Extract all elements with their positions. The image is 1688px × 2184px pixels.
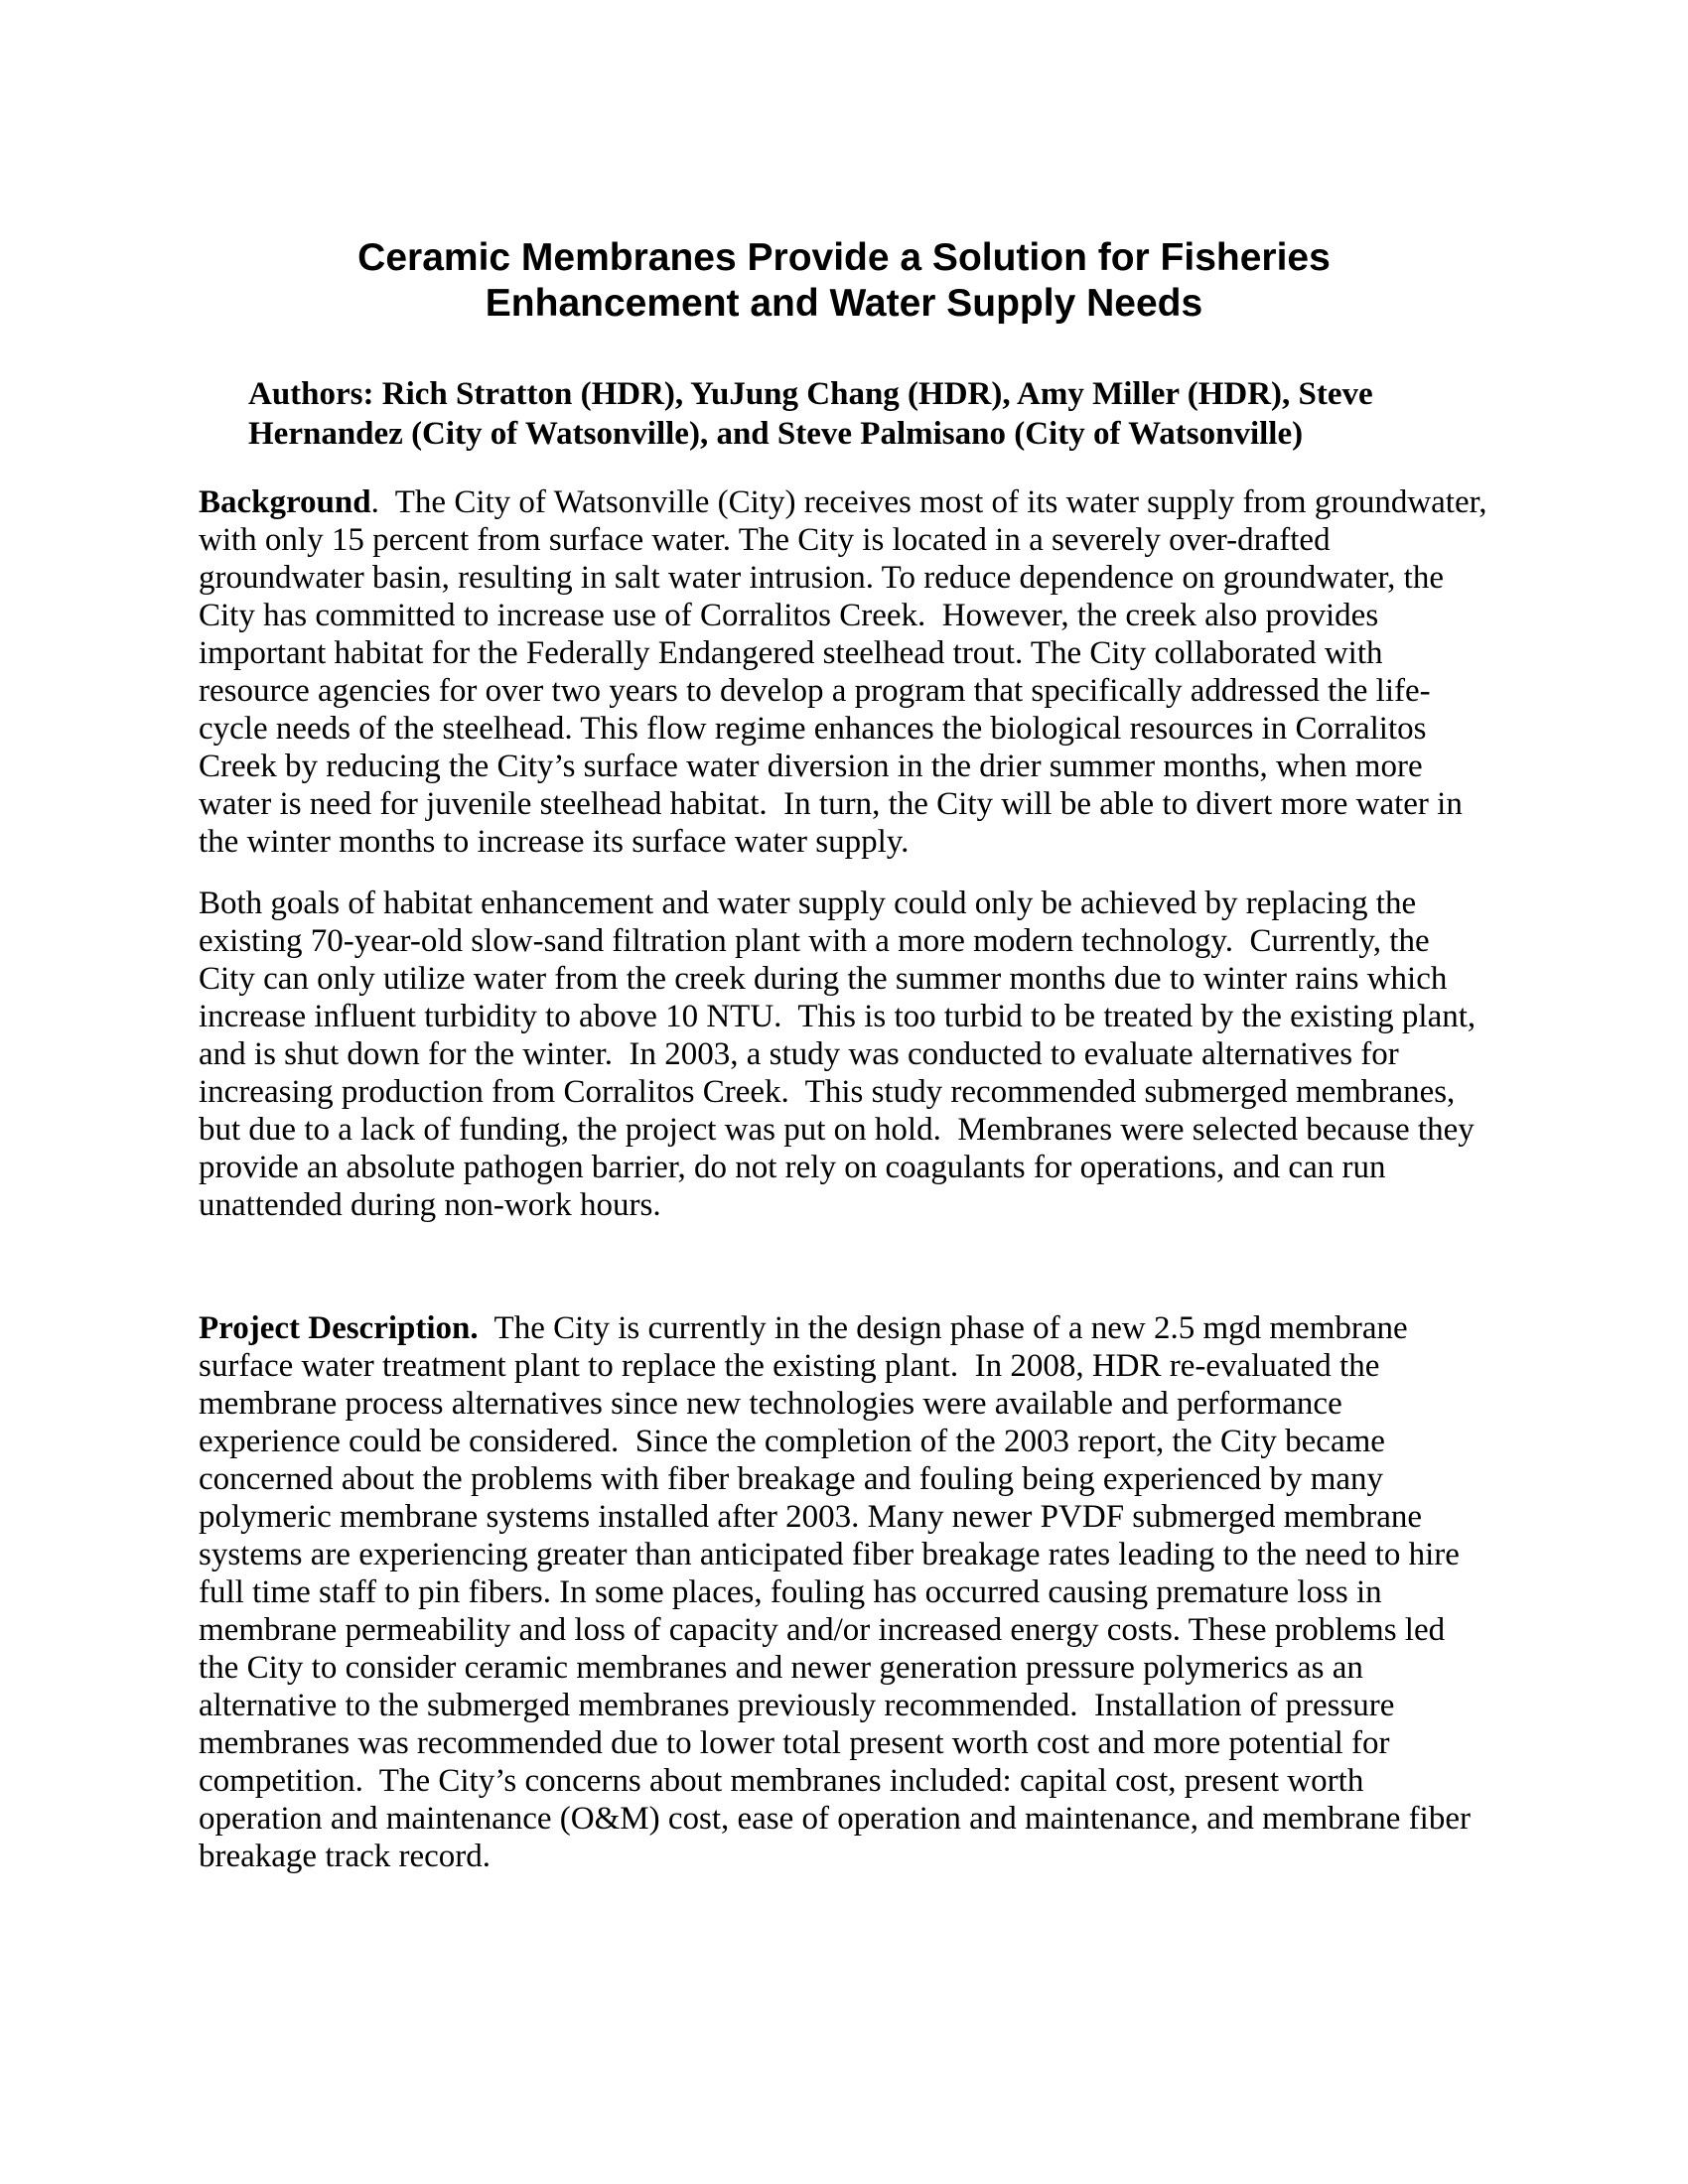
authors-line-1: Authors: Rich Stratton (HDR), YuJung Chang (HDR), Amy Miller (HDR), Steve [248, 376, 1373, 412]
document-title-line-2: Enhancement and Water Supply Needs [485, 282, 1203, 325]
project-description-paragraph-text: The City is currently in the design phase of a new 2.5 mgd membrane surface water treatment plant to replace the existing plant. In 2008, HDR re-evaluated the membrane process alternatives since new technologies were available and performance experience could be considered. Since the completion of the 2003 report, the City became concerned about the problems with fiber breakage and fouling being experienced by many polymeric membrane systems installed after 2003. Many newer PVDF submerged membrane systems are experiencing greater than anticipated fiber breakage rates leading to the need to hire full time staff to pin fibers. In some places, fouling has occurred causing premature loss in membrane permeability and loss of capacity and/or increased energy costs. These problems led the City to consider ceramic membranes and newer generation pressure polymerics as an alternative to the submerged membranes previously recommended. Installation of pressure membranes was recommended due to lower total present worth cost and more potential for competition. The City’s concerns about membranes included: capital cost, present worth operation and maintenance (O&M) cost, ease of operation and maintenance, and membrane fiber breakage track record. [199, 1310, 1479, 1874]
document-title-line-1: Ceramic Membranes Provide a Solution for Fisheries [357, 236, 1331, 279]
background-section-heading: Background [199, 484, 371, 520]
project-description-paragraph [199, 1309, 1489, 1875]
project-description-section-heading: Project Description. [199, 1310, 479, 1346]
background-paragraph-text: . The City of Watsonville (City) receives most of its water supply from groundwater, with only 15 percent from surface water. The City is located in a severely over-drafted groundwater basin, resulting in salt water intrusion. To reduce dependence on groundwater, the City has committed to increase use of Corralitos Creek. However, the creek also provides important habitat for the Federally Endangered steelhead trout. The City collaborated with resource agencies for over two years to develop a program that specifically addressed the life-cycle needs of the steelhead. This flow regime enhances the biological resources in Corralitos Creek by reducing the City’s surface water diversion in the drier summer months, when more water is need for juvenile steelhead habitat. In turn, the City will be able to divert more water in the winter months to increase its surface water supply. [199, 484, 1495, 860]
background-paragraph [199, 483, 1495, 861]
document-title [199, 235, 1489, 327]
goals-paragraph [199, 885, 1489, 1224]
authors-block [248, 374, 1489, 454]
goals-paragraph-text: Both goals of habitat enhancement and water supply could only be achieved by replacing the existing 70-year-old slow-sand filtration plant with a more modern technology. Currently, the City can only utilize water from the creek during the summer months due to winter rains which increase influent turbidity to above 10 NTU. This is too turbid to be treated by the existing plant, and is shut down for the winter. In 2003, a study was conducted to evaluate alternatives for increasing production from Corralitos Creek. This study recommended submerged membranes, but due to a lack of funding, the project was put on hold. Membranes were selected because they provide an absolute pathogen barrier, do not rely on coagulants for operations, and can run unattended during non-work hours. [199, 886, 1484, 1223]
authors-line-2: Hernandez (City of Watsonville), and Steve Palmisano (City of Watsonville) [248, 416, 1304, 452]
